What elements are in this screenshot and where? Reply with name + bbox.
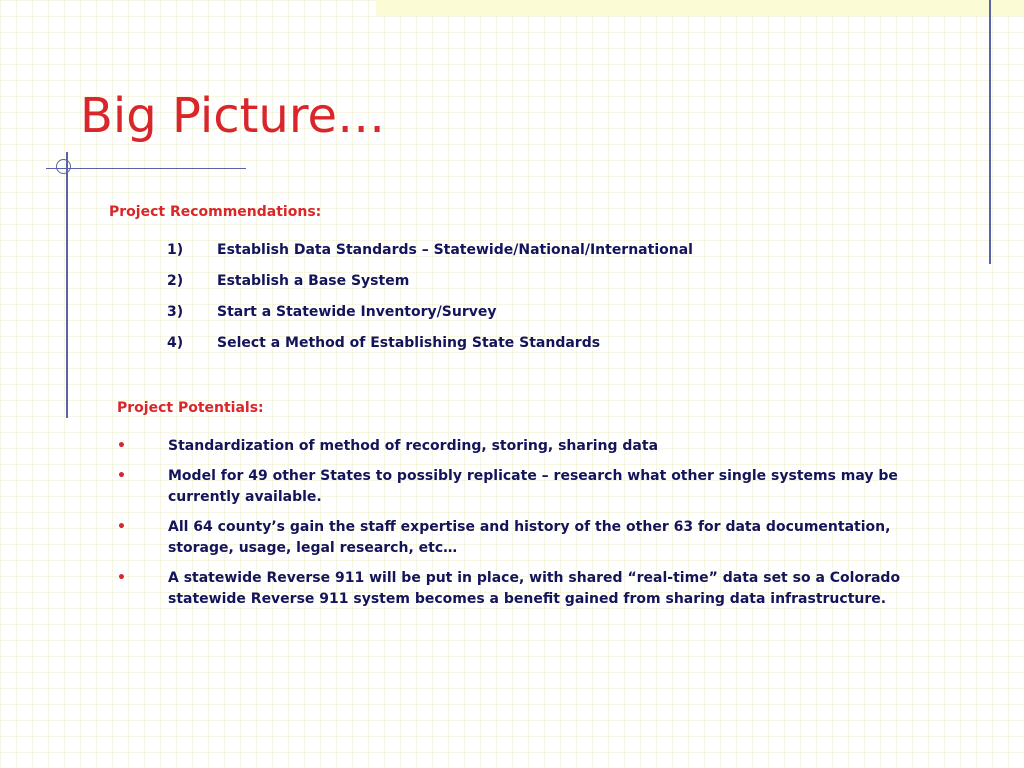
recommendation-number: 2) (167, 273, 184, 289)
recommendation-text: Start a Statewide Inventory/Survey (217, 304, 497, 320)
bullet-icon: • (117, 468, 126, 484)
recommendation-number: 1) (167, 242, 184, 258)
recommendations-heading: Project Recommendations: (109, 204, 322, 220)
potential-item (117, 568, 937, 610)
recommendations-list (167, 242, 693, 366)
bullet-icon: • (117, 438, 126, 454)
potentials-heading: Project Potentials: (117, 400, 264, 416)
recommendation-item (167, 304, 693, 335)
potential-item (117, 466, 937, 508)
recommendation-item (167, 242, 693, 273)
potential-text: A statewide Reverse 911 will be put in place, with shared “real-time” data set so a Colorado statewide Reverse 911 system becomes a benefit gained from sharing data infrastructure. (168, 570, 901, 607)
recommendation-number: 4) (167, 335, 184, 351)
recommendation-item (167, 335, 693, 366)
top-color-band (376, 0, 1024, 16)
recommendation-text: Select a Method of Establishing State Standards (217, 335, 601, 351)
recommendation-text: Establish Data Standards – Statewide/National/International (217, 242, 693, 258)
decorative-ring (56, 159, 71, 174)
potential-text: All 64 county’s gain the staff expertise and history of the other 63 for data documentation, storage, usage, legal research, etc… (168, 519, 891, 556)
potential-item (117, 436, 937, 457)
slide-title: Big Picture… (80, 88, 386, 144)
bullet-icon: • (117, 519, 126, 535)
left-decorative-line (66, 152, 68, 418)
title-underline (46, 168, 246, 169)
potential-item (117, 517, 937, 559)
potentials-list (117, 436, 937, 619)
potential-text: Standardization of method of recording, storing, sharing data (168, 438, 659, 454)
right-decorative-line (989, 0, 991, 264)
recommendation-item (167, 273, 693, 304)
recommendation-number: 3) (167, 304, 184, 320)
recommendation-text: Establish a Base System (217, 273, 410, 289)
potential-text: Model for 49 other States to possibly replicate – research what other single systems may be currently available. (168, 468, 898, 505)
bullet-icon: • (117, 570, 126, 586)
